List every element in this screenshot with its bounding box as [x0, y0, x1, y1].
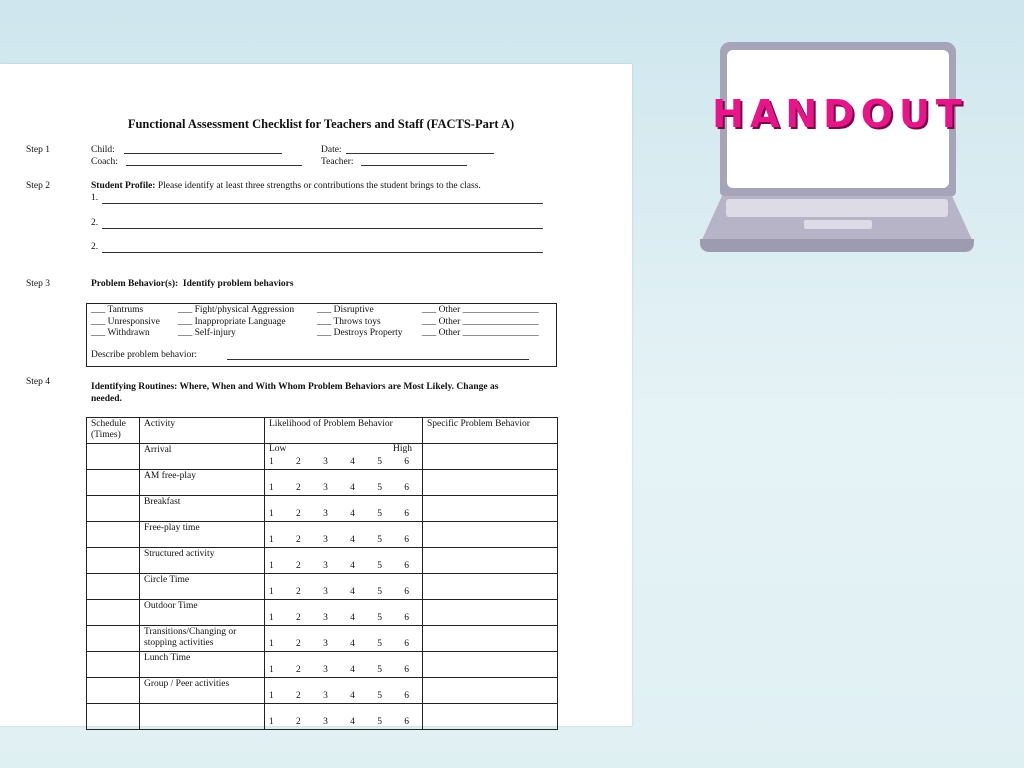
scale-option[interactable]: 4	[350, 613, 355, 623]
scale-option[interactable]: 3	[323, 665, 328, 675]
scale-option[interactable]: 2	[296, 717, 301, 727]
student-profile-heading: Student Profile:	[91, 181, 156, 191]
strength-item-number: 2.	[91, 218, 99, 228]
scale-option[interactable]: 2	[296, 509, 301, 519]
specific-behavior-cell[interactable]	[423, 444, 558, 470]
strength-field-1[interactable]	[102, 203, 543, 204]
likelihood-cell[interactable]	[265, 652, 423, 678]
likelihood-cell[interactable]	[265, 470, 423, 496]
specific-behavior-cell[interactable]	[423, 652, 558, 678]
scale-option[interactable]: 2	[296, 691, 301, 701]
schedule-cell[interactable]	[87, 704, 140, 730]
scale-option[interactable]: 1	[269, 665, 274, 675]
child-label: Child:	[91, 145, 115, 155]
scale-option[interactable]: 4	[350, 509, 355, 519]
child-field[interactable]	[124, 153, 282, 154]
scale-option[interactable]: 1	[269, 457, 274, 467]
scale-option[interactable]: 2	[296, 483, 301, 493]
behavior-option[interactable]: ___ Destroys Property	[317, 328, 403, 338]
scale-option[interactable]: 6	[404, 483, 409, 493]
laptop-trackpad	[804, 220, 872, 229]
scale-option[interactable]: 1	[269, 639, 274, 649]
routines-table	[86, 417, 558, 730]
scale-option[interactable]: 4	[350, 717, 355, 727]
scale-option[interactable]: 1	[269, 509, 274, 519]
activity-cell: Structured activity	[140, 548, 265, 574]
scale-option[interactable]: 5	[377, 535, 382, 545]
scale-option[interactable]: 5	[377, 561, 382, 571]
scale-option[interactable]: 5	[377, 509, 382, 519]
scale-option[interactable]: 6	[404, 587, 409, 597]
scale-option[interactable]: 1	[269, 483, 274, 493]
routines-heading-line1: Identifying Routines: Where, When and With Whom Problem Behaviors are Most Likely. Change as	[91, 382, 499, 392]
routines-heading-line2: needed.	[91, 394, 122, 404]
specific-behavior-cell[interactable]	[423, 626, 558, 652]
activity-cell: Circle Time	[140, 574, 265, 600]
specific-behavior-cell[interactable]	[423, 600, 558, 626]
behavior-option[interactable]: ___ Unresponsive	[91, 317, 160, 327]
likelihood-cell[interactable]	[265, 678, 423, 704]
scale-option[interactable]: 2	[296, 457, 301, 467]
scale-option[interactable]: 3	[323, 483, 328, 493]
scale-option[interactable]: 4	[350, 587, 355, 597]
table-row	[87, 626, 558, 652]
laptop-illustration	[700, 42, 974, 256]
coach-label: Coach:	[91, 157, 118, 167]
specific-behavior-cell[interactable]	[423, 678, 558, 704]
scale-option[interactable]: 5	[377, 717, 382, 727]
likelihood-cell[interactable]	[265, 704, 423, 730]
scale-option[interactable]: 4	[350, 639, 355, 649]
likelihood-cell[interactable]	[265, 626, 423, 652]
likelihood-cell[interactable]	[265, 574, 423, 600]
specific-behavior-cell[interactable]	[423, 470, 558, 496]
activity-cell: Outdoor Time	[140, 600, 265, 626]
scale-option[interactable]: 4	[350, 665, 355, 675]
behavior-option[interactable]: ___ Withdrawn	[91, 328, 150, 338]
specific-behavior-cell[interactable]	[423, 496, 558, 522]
scale-option[interactable]: 2	[296, 587, 301, 597]
scale-option[interactable]: 2	[296, 639, 301, 649]
teacher-label: Teacher:	[321, 157, 354, 167]
activity-cell: Transitions/Changing or stopping activities	[140, 626, 265, 652]
scale-option[interactable]: 2	[296, 561, 301, 571]
activity-cell: Breakfast	[140, 496, 265, 522]
scale-option[interactable]: 5	[377, 639, 382, 649]
scale-option[interactable]: 3	[323, 509, 328, 519]
scale-option[interactable]: 3	[323, 691, 328, 701]
scale-option[interactable]: 3	[323, 717, 328, 727]
scale-high-label: High	[393, 444, 412, 454]
behavior-option[interactable]: ___ Inappropriate Language	[178, 317, 286, 327]
behavior-option[interactable]: ___ Fight/physical Aggression	[178, 305, 295, 315]
student-profile-text: Please identify at least three strengths or contributions the student brings to the class.	[157, 181, 481, 191]
scale-option[interactable]: 4	[350, 535, 355, 545]
document-title: Functional Assessment Checklist for Teachers and Staff (FACTS-Part A)	[127, 117, 515, 131]
strength-field-3[interactable]	[102, 252, 543, 253]
specific-behavior-cell[interactable]	[423, 548, 558, 574]
scale-option[interactable]: 4	[350, 561, 355, 571]
specific-behavior-cell[interactable]	[423, 522, 558, 548]
activity-cell	[140, 704, 265, 730]
handout-label: HANDOUT	[712, 92, 968, 136]
specific-behavior-cell[interactable]	[423, 574, 558, 600]
scale-option[interactable]: 4	[350, 691, 355, 701]
scale-option[interactable]: 4	[350, 483, 355, 493]
behavior-option[interactable]: ___ Disruptive	[317, 305, 374, 315]
step3-label: Step 3	[26, 279, 51, 289]
handout-document	[0, 64, 632, 726]
schedule-cell[interactable]	[87, 548, 140, 574]
scale-option[interactable]: 6	[404, 561, 409, 571]
step2-label: Step 2	[26, 181, 51, 191]
schedule-cell[interactable]	[87, 496, 140, 522]
scale-option[interactable]: 3	[323, 639, 328, 649]
scale-option[interactable]: 1	[269, 587, 274, 597]
table-row	[87, 548, 558, 574]
schedule-cell[interactable]	[87, 444, 140, 470]
likelihood-cell[interactable]	[265, 522, 423, 548]
table-row	[87, 600, 558, 626]
activity-cell: AM free-play	[140, 470, 265, 496]
header-specific-behavior: Specific Problem Behavior	[423, 418, 558, 444]
table-header-row	[87, 418, 558, 444]
scale-option[interactable]: 4	[350, 457, 355, 467]
scale-option[interactable]: 1	[269, 561, 274, 571]
strength-item-number: 1.	[91, 193, 99, 203]
scale-option[interactable]: 3	[323, 535, 328, 545]
table-row	[87, 704, 558, 730]
scale-low-label: Low	[269, 444, 287, 454]
scale-option[interactable]: 6	[404, 717, 409, 727]
scale-option[interactable]: 3	[323, 613, 328, 623]
scale-option[interactable]: 3	[323, 561, 328, 571]
laptop-keyboard	[726, 199, 948, 217]
scale-option[interactable]: 3	[323, 457, 328, 467]
table-row	[87, 652, 558, 678]
schedule-cell[interactable]	[87, 678, 140, 704]
activity-cell: Free-play time	[140, 522, 265, 548]
schedule-cell[interactable]	[87, 652, 140, 678]
teacher-field[interactable]	[361, 165, 467, 166]
behavior-option-other[interactable]: ___ Other ________________	[422, 317, 539, 327]
scale-option[interactable]: 1	[269, 691, 274, 701]
scale-option[interactable]: 6	[404, 457, 409, 467]
describe-behavior-field[interactable]	[227, 359, 529, 360]
schedule-cell[interactable]	[87, 626, 140, 652]
table-row	[87, 444, 558, 470]
activity-cell: Group / Peer activities	[140, 678, 265, 704]
scale-option[interactable]: 2	[296, 535, 301, 545]
table-row	[87, 496, 558, 522]
problem-behavior-subtitle: Identify problem behaviors	[182, 279, 294, 289]
table-row	[87, 522, 558, 548]
specific-behavior-cell[interactable]	[423, 704, 558, 730]
step4-label: Step 4	[26, 377, 51, 387]
header-activity: Activity	[140, 418, 265, 444]
table-row	[87, 470, 558, 496]
problem-behavior-title: Problem Behavior(s):	[91, 279, 179, 289]
schedule-cell[interactable]	[87, 600, 140, 626]
scale-option[interactable]: 6	[404, 613, 409, 623]
scale-option[interactable]: 5	[377, 457, 382, 467]
scale-option[interactable]: 6	[404, 665, 409, 675]
scale-option[interactable]: 6	[404, 691, 409, 701]
header-likelihood: Likelihood of Problem Behavior	[265, 418, 423, 444]
laptop-base-edge	[700, 239, 974, 252]
scale-option[interactable]: 5	[377, 483, 382, 493]
scale-option[interactable]: 1	[269, 613, 274, 623]
table-row	[87, 574, 558, 600]
behavior-option[interactable]: ___ Self-injury	[178, 328, 236, 338]
strength-field-2[interactable]	[102, 228, 543, 229]
date-field[interactable]	[346, 153, 494, 154]
strength-item-number: 2.	[91, 242, 99, 252]
scale-option[interactable]: 6	[404, 509, 409, 519]
scale-option[interactable]: 6	[404, 639, 409, 649]
scale-option[interactable]: 1	[269, 717, 274, 727]
scale-option[interactable]: 5	[377, 587, 382, 597]
scale-option[interactable]: 1	[269, 535, 274, 545]
date-label: Date:	[321, 145, 342, 155]
scale-option[interactable]: 6	[404, 535, 409, 545]
coach-field[interactable]	[126, 165, 302, 166]
student-profile-prompt	[91, 181, 481, 192]
schedule-cell[interactable]	[87, 522, 140, 548]
scale-option[interactable]: 5	[377, 613, 382, 623]
scale-option[interactable]: 2	[296, 613, 301, 623]
likelihood-cell[interactable]	[265, 496, 423, 522]
step1-label: Step 1	[26, 145, 51, 155]
behavior-option[interactable]: ___ Throws toys	[317, 317, 381, 327]
table-row	[87, 678, 558, 704]
behavior-option-other[interactable]: ___ Other ________________	[422, 305, 539, 315]
scale-option[interactable]: 5	[377, 691, 382, 701]
activity-cell: Arrival	[140, 444, 265, 470]
likelihood-cell[interactable]	[265, 548, 423, 574]
schedule-cell[interactable]	[87, 470, 140, 496]
scale-option[interactable]: 5	[377, 665, 382, 675]
likelihood-cell[interactable]	[265, 444, 423, 470]
describe-behavior-label: Describe problem behavior:	[91, 350, 198, 360]
scale-option[interactable]: 2	[296, 665, 301, 675]
activity-cell: Lunch Time	[140, 652, 265, 678]
header-schedule: Schedule (Times)	[87, 418, 140, 444]
scale-option[interactable]: 3	[323, 587, 328, 597]
behavior-option[interactable]: ___ Tantrums	[91, 305, 144, 315]
behavior-option-other[interactable]: ___ Other ________________	[422, 328, 539, 338]
problem-behavior-heading	[91, 279, 294, 290]
likelihood-cell[interactable]	[265, 600, 423, 626]
schedule-cell[interactable]	[87, 574, 140, 600]
